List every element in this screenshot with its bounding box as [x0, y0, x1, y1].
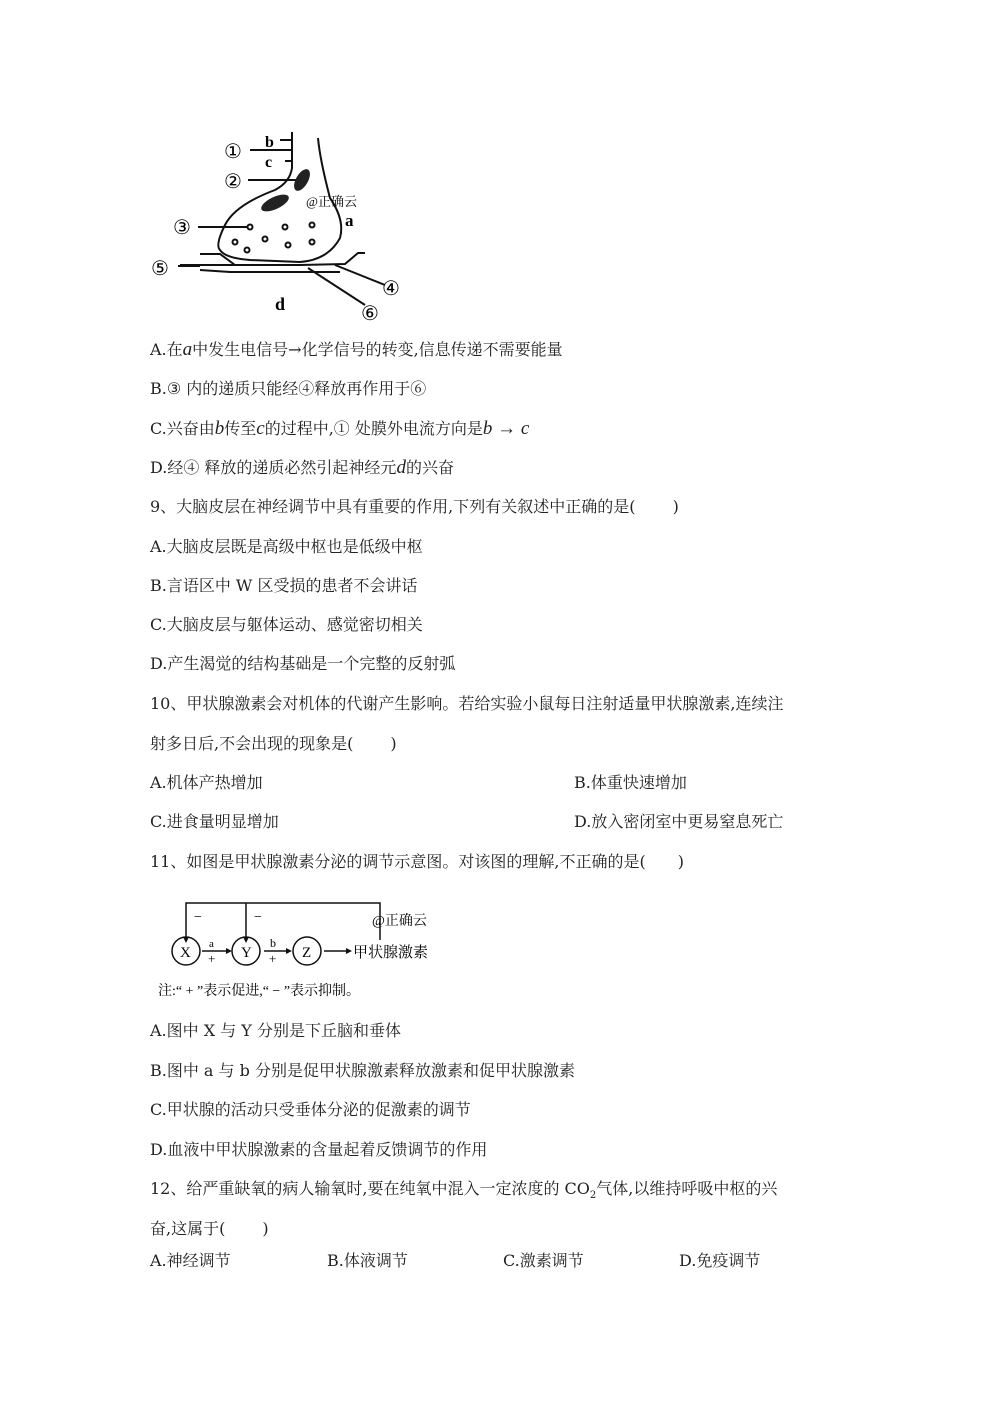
q10-stem-line1: 10、甲状腺激素会对机体的代谢产生影响。若给实验小鼠每日注射适量甲状腺激素,连续注: [150, 694, 784, 713]
node-x: X: [180, 945, 191, 961]
legend-note: 注:“ + ”表示促进,“ − ”表示抑制。: [158, 984, 361, 999]
q12-stem-line2: 奋,这属于( ): [150, 1219, 269, 1238]
q10-option-d: D.放入密闭室中更易窒息死亡: [574, 812, 784, 831]
watermark: @正确云: [372, 914, 427, 929]
q12-stem-line1: 12、给严重缺氧的病人输氧时,要在纯氧中混入一定浓度的 $CO_2$气体,以维持呼吸中枢的兴: [150, 1179, 778, 1202]
node-y: Y: [241, 945, 252, 961]
label-c: c: [265, 154, 273, 171]
label-a: a: [345, 211, 354, 230]
label-a: a: [209, 938, 214, 950]
q8-option-a: A.在a中发生电信号→化学信号的转变,信息传递不需要能量: [150, 339, 563, 360]
q9-option-a: A.大脑皮层既是高级中枢也是低级中枢: [150, 537, 423, 556]
q11-option-b: B.图中 a 与 b 分别是促甲状腺激素释放激素和促甲状腺激素: [150, 1061, 575, 1080]
q10-option-c: C.进食量明显增加: [150, 812, 279, 831]
label-b: b: [265, 134, 274, 151]
q11-option-a: A.图中 X 与 Y 分别是下丘脑和垂体: [150, 1021, 401, 1040]
label-3: ③: [173, 217, 191, 239]
minus-sign-y: −: [254, 910, 262, 925]
q8-option-b: B.③ 内的递质只能经④释放再作用于⑥: [150, 379, 427, 398]
q8-option-c: C.兴奋由b传至c的过程中,① 处膜外电流方向是b → c: [150, 418, 530, 439]
minus-sign-x: −: [194, 910, 202, 925]
watermark: @正确云: [306, 194, 357, 209]
q9-option-c: C.大脑皮层与躯体运动、感觉密切相关: [150, 615, 423, 634]
q9-stem: 9、大脑皮层在神经调节中具有重要的作用,下列有关叙述中正确的是( ): [150, 497, 679, 516]
label-4: ④: [382, 278, 400, 300]
q12-option-d: D.免疫调节: [679, 1251, 761, 1270]
q10-stem-line2: 射多日后,不会出现的现象是( ): [150, 734, 397, 753]
label-5: ⑤: [151, 258, 169, 280]
label-6: ⑥: [361, 303, 379, 325]
q12-option-c: C.激素调节: [503, 1251, 584, 1270]
q11-option-c: C.甲状腺的活动只受垂体分泌的促激素的调节: [150, 1100, 471, 1119]
q9-option-d: D.产生渴觉的结构基础是一个完整的反射弧: [150, 654, 456, 673]
label-b: b: [270, 936, 276, 950]
label-d: d: [275, 294, 286, 314]
q11-option-d: D.血液中甲状腺激素的含量起着反馈调节的作用: [150, 1140, 488, 1159]
q11-stem: 11、如图是甲状腺激素分泌的调节示意图。对该图的理解,不正确的是( ): [150, 852, 684, 871]
q9-option-b: B.言语区中 W 区受损的患者不会讲话: [150, 576, 418, 595]
plus-sign-a: +: [208, 951, 216, 966]
thyroid-regulation-diagram: [150, 895, 450, 1005]
hormone-label: 甲状腺激素: [353, 945, 429, 961]
q10-option-a: A.机体产热增加: [150, 773, 263, 792]
node-z: Z: [302, 945, 312, 961]
q8-option-d: D.经④ 释放的递质必然引起神经元d的兴奋: [150, 457, 454, 478]
plus-sign-b: +: [269, 951, 277, 966]
q10-option-b: B.体重快速增加: [574, 773, 687, 792]
q12-option-a: A.神经调节: [150, 1251, 231, 1270]
q12-option-b: B.体液调节: [327, 1251, 408, 1270]
synapse-diagram: [140, 120, 440, 330]
label-1: ①: [224, 141, 242, 163]
label-2: ②: [224, 171, 242, 193]
